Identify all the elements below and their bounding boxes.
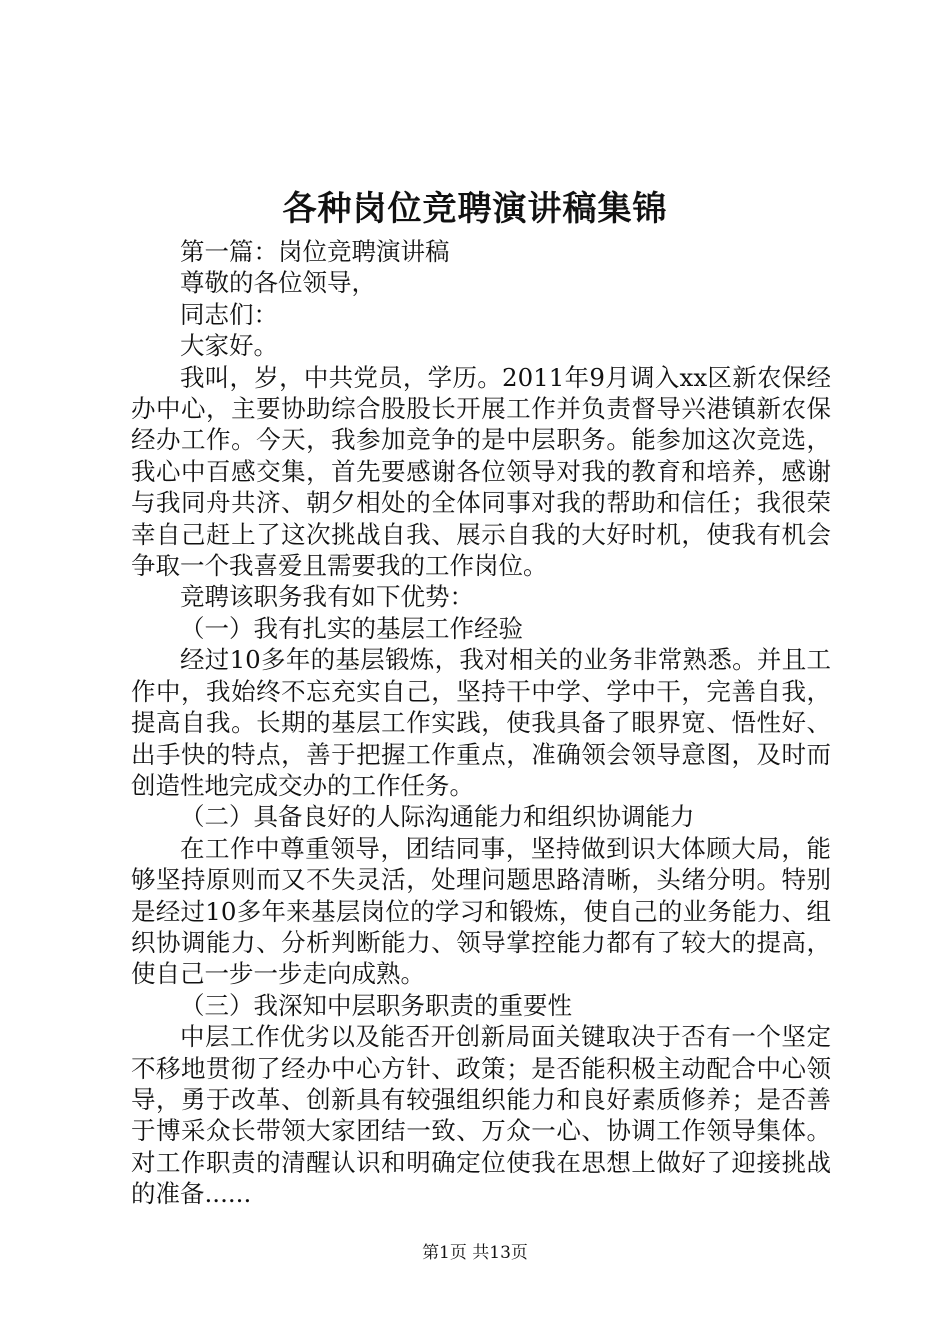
- document-title: 各种岗位竞聘演讲稿集锦: [282, 189, 668, 229]
- body-paragraph: 中层工作优劣以及能否开创新局面关键取决于否有一个坚定不移地贯彻了经办中心方针、政策；是否能积极主动配合中心领导，勇于改革、创新具有较强组织能力和良好素质修养；是否善于博采众长带领大家团结一致、万众一心、协调工作领导集体。对工作职责的清醒认识和明确定位使我在思想上做好了迎接挑战的准备......: [131, 1022, 831, 1209]
- document-body: [131, 236, 831, 1210]
- salutation: 尊敬的各位领导，: [180, 268, 376, 298]
- salutation: 同志们：: [180, 299, 278, 329]
- body-paragraph: 在工作中尊重领导，团结同事，坚持做到识大体顾大局，能够坚持原则而又不失灵活，处理问题思路清晰，头绪分明。特别是经过10多年来基层岗位的学习和锻炼，使自己的业务能力、组织协调能力、分析判断能力、领导掌控能力都有了较大的提高，使自己一步一步走向成熟。: [131, 833, 831, 989]
- body-paragraph: 我叫，岁，中共党员，学历。2011年9月调入xx区新农保经办中心，主要协助综合股股长开展工作并负责督导兴港镇新农保经办工作。今天，我参加竞争的是中层职务。能参加这次竞选，我心中百感交集，首先要感谢各位领导对我的教育和培养，感谢与我同舟共济、朝夕相处的全体同事对我的帮助和信任；我很荣幸自己赶上了这次挑战自我、展示自我的大好时机，使我有机会争取一个我喜爱且需要我的工作岗位。: [131, 362, 831, 581]
- subheading: （一）我有扎实的基层工作经验: [180, 613, 523, 643]
- body-paragraph: 竞聘该职务我有如下优势：: [180, 582, 474, 612]
- subheading: （三）我深知中层职务职责的重要性: [180, 990, 572, 1020]
- section-heading: 第一篇：岗位竞聘演讲稿: [180, 237, 450, 266]
- body-paragraph: 经过10多年的基层锻炼，我对相关的业务非常熟悉。并且工作中，我始终不忘充实自己，坚持干中学、学中干，完善自我，提高自我。长期的基层工作实践，使我具备了眼界宽、悟性好、出手快的特点，善于把握工作重点，准确领会领导意图，及时而创造性地完成交办的工作任务。: [131, 645, 831, 800]
- page-footer: 第1页 共13页: [422, 1243, 528, 1263]
- subheading: （二）具备良好的人际沟通能力和组织协调能力: [180, 802, 695, 832]
- greeting: 大家好。: [180, 331, 278, 361]
